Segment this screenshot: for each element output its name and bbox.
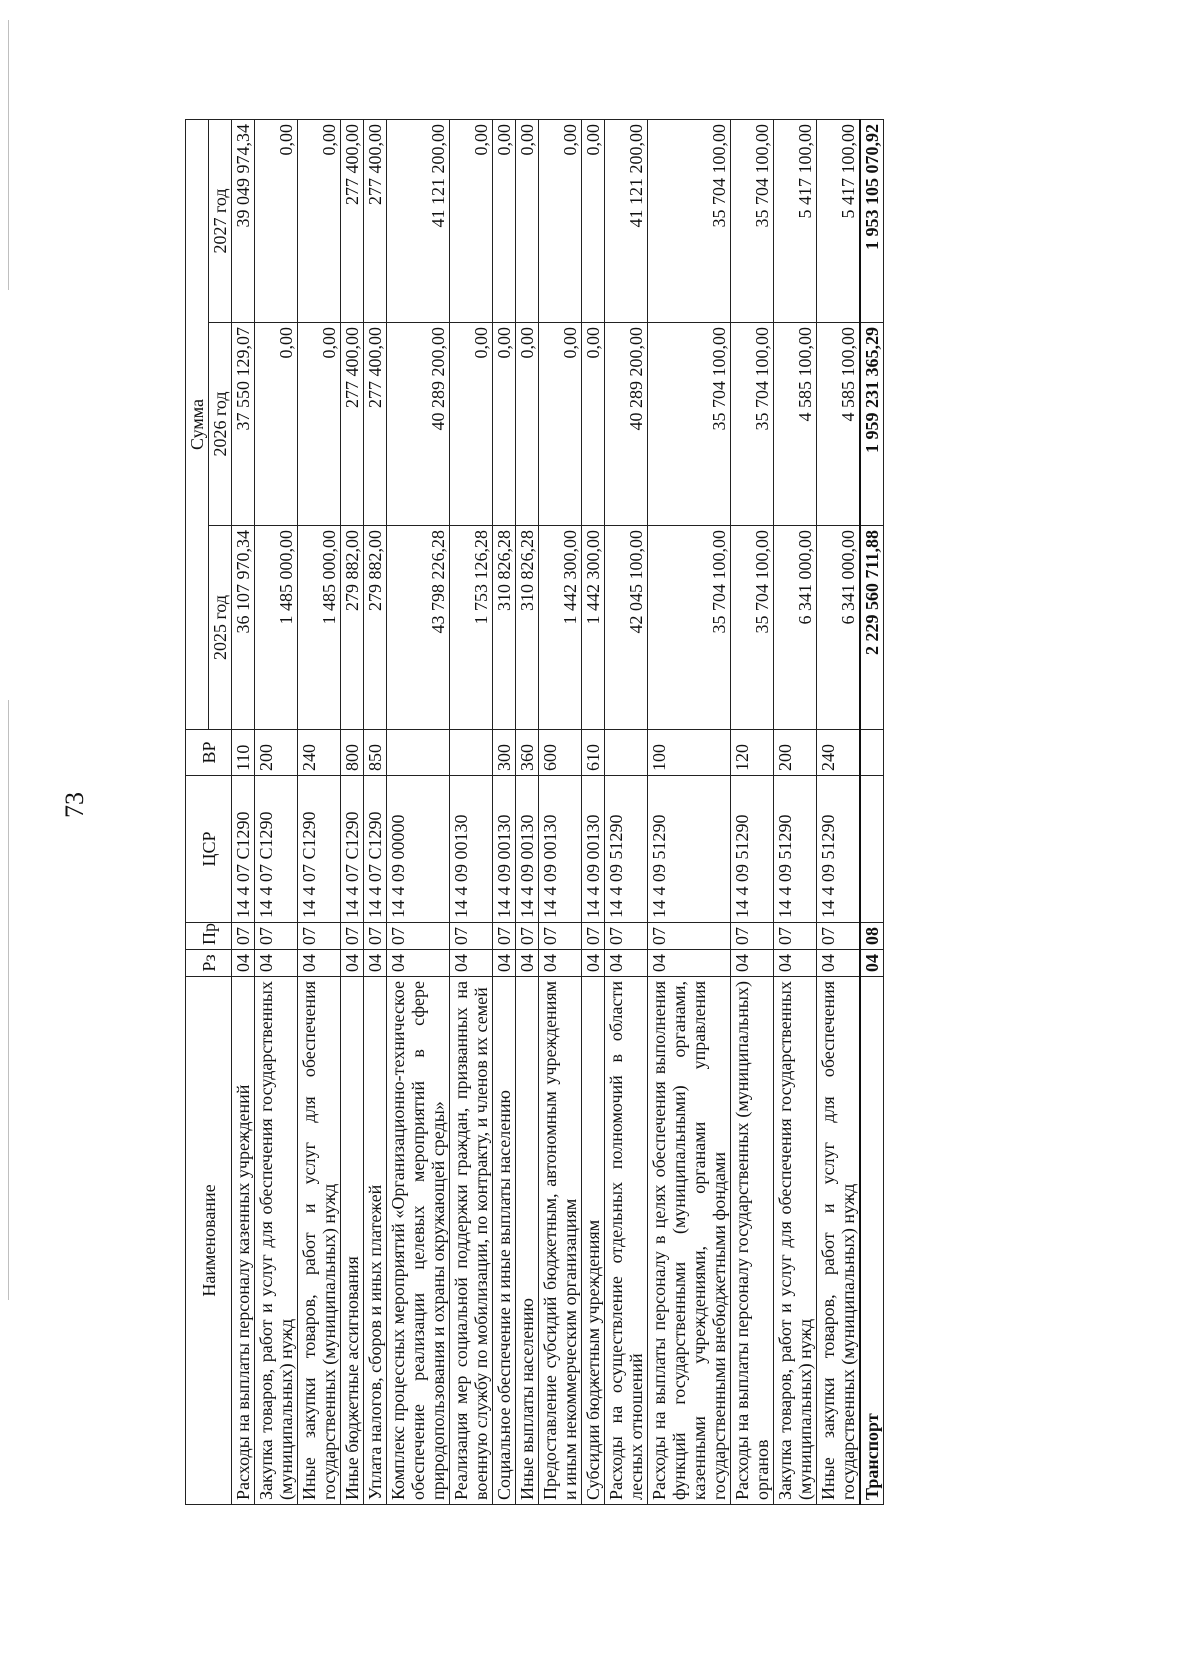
table-row bbox=[516, 119, 539, 1504]
row-2027: 41 121 200,00 bbox=[605, 119, 648, 322]
row-csr: 14 4 09 00000 bbox=[387, 776, 450, 923]
row-2026: 0,00 bbox=[298, 323, 341, 526]
row-csr: 14 4 09 00130 bbox=[516, 776, 539, 923]
row-pr: 07 bbox=[364, 923, 387, 950]
row-2026: 0,00 bbox=[539, 323, 582, 526]
row-2025: 1 485 000,00 bbox=[298, 526, 341, 730]
header-row bbox=[186, 119, 209, 1504]
row-csr: 14 4 07 С1290 bbox=[255, 776, 298, 923]
row-rz: 04 bbox=[648, 950, 731, 977]
row-rz: 04 bbox=[493, 950, 516, 977]
total-2025: 2 229 560 711,88 bbox=[860, 526, 884, 730]
row-vr: 240 bbox=[298, 730, 341, 776]
row-name: Реализация мер социальной поддержки граждан, призванных на военную службу по мобилизации, по контракту, и членов их семей bbox=[450, 977, 493, 1505]
row-name: Иные закупки товаров, работ и услуг для обеспечения государственных (муниципальных) нужд bbox=[298, 977, 341, 1505]
row-2027: 0,00 bbox=[450, 119, 493, 322]
row-2025: 36 107 970,34 bbox=[232, 526, 255, 730]
row-2026: 277 400,00 bbox=[364, 323, 387, 526]
row-2025: 6 341 000,00 bbox=[817, 526, 861, 730]
row-rz: 04 bbox=[582, 950, 605, 977]
table-row bbox=[582, 119, 605, 1504]
row-2026: 0,00 bbox=[255, 323, 298, 526]
row-2025: 35 704 100,00 bbox=[731, 526, 774, 730]
row-vr: 610 bbox=[582, 730, 605, 776]
row-2026: 40 289 200,00 bbox=[387, 323, 450, 526]
table-row bbox=[450, 119, 493, 1504]
header-name: Наименование bbox=[186, 977, 232, 1505]
row-2027: 41 121 200,00 bbox=[387, 119, 450, 322]
row-name: Расходы на выплаты персоналу государственных (муниципальных) органов bbox=[731, 977, 774, 1505]
table-row bbox=[341, 119, 364, 1504]
row-rz: 04 bbox=[364, 950, 387, 977]
row-rz: 04 bbox=[731, 950, 774, 977]
row-2025: 42 045 100,00 bbox=[605, 526, 648, 730]
row-vr: 110 bbox=[232, 730, 255, 776]
scan-edge-line bbox=[8, 20, 9, 290]
row-name: Уплата налогов, сборов и иных платежей bbox=[364, 977, 387, 1505]
row-2026: 40 289 200,00 bbox=[605, 323, 648, 526]
header-csr: ЦСР bbox=[186, 776, 232, 923]
row-pr: 07 bbox=[516, 923, 539, 950]
row-pr: 07 bbox=[387, 923, 450, 950]
row-2025: 310 826,28 bbox=[493, 526, 516, 730]
row-pr: 07 bbox=[582, 923, 605, 950]
row-rz: 04 bbox=[450, 950, 493, 977]
total-rz: 04 bbox=[860, 950, 884, 977]
table-row bbox=[298, 119, 341, 1504]
row-2026: 0,00 bbox=[450, 323, 493, 526]
row-vr bbox=[450, 730, 493, 776]
header-2026: 2026 год bbox=[209, 323, 232, 526]
total-2026: 1 959 231 365,29 bbox=[860, 323, 884, 526]
row-name: Иные выплаты населению bbox=[516, 977, 539, 1505]
row-vr: 300 bbox=[493, 730, 516, 776]
row-2026: 4 585 100,00 bbox=[817, 323, 861, 526]
row-vr: 600 bbox=[539, 730, 582, 776]
table-row bbox=[387, 119, 450, 1504]
total-row bbox=[860, 119, 884, 1504]
total-name: Транспорт bbox=[860, 977, 884, 1505]
total-csr bbox=[860, 776, 884, 923]
row-csr: 14 4 09 00130 bbox=[582, 776, 605, 923]
row-vr: 200 bbox=[774, 730, 817, 776]
row-name: Расходы на осуществление отдельных полномочий в области лесных отношений bbox=[605, 977, 648, 1505]
row-vr: 850 bbox=[364, 730, 387, 776]
page-number: 73 bbox=[60, 792, 89, 818]
row-vr: 360 bbox=[516, 730, 539, 776]
row-vr: 240 bbox=[817, 730, 861, 776]
row-pr: 07 bbox=[450, 923, 493, 950]
row-rz: 04 bbox=[387, 950, 450, 977]
row-2025: 279 882,00 bbox=[364, 526, 387, 730]
row-csr: 14 4 09 51290 bbox=[774, 776, 817, 923]
row-csr: 14 4 09 00130 bbox=[450, 776, 493, 923]
row-name: Субсидии бюджетным учреждениям bbox=[582, 977, 605, 1505]
row-csr: 14 4 09 51290 bbox=[731, 776, 774, 923]
row-2027: 39 049 974,34 bbox=[232, 119, 255, 322]
row-csr: 14 4 07 С1290 bbox=[341, 776, 364, 923]
row-pr: 07 bbox=[605, 923, 648, 950]
row-pr: 07 bbox=[232, 923, 255, 950]
row-csr: 14 4 09 51290 bbox=[817, 776, 861, 923]
row-csr: 14 4 09 00130 bbox=[493, 776, 516, 923]
row-name: Предоставление субсидий бюджетным, автономным учреждениям и иным некоммерческим организациям bbox=[539, 977, 582, 1505]
row-rz: 04 bbox=[341, 950, 364, 977]
row-pr: 07 bbox=[774, 923, 817, 950]
row-2027: 0,00 bbox=[582, 119, 605, 322]
row-csr: 14 4 07 С1290 bbox=[232, 776, 255, 923]
header-2025: 2025 год bbox=[209, 526, 232, 730]
row-rz: 04 bbox=[774, 950, 817, 977]
row-rz: 04 bbox=[539, 950, 582, 977]
row-pr: 07 bbox=[341, 923, 364, 950]
row-rz: 04 bbox=[516, 950, 539, 977]
row-2026: 37 550 129,07 bbox=[232, 323, 255, 526]
table-row bbox=[232, 119, 255, 1504]
row-vr bbox=[387, 730, 450, 776]
row-2025: 1 442 300,00 bbox=[582, 526, 605, 730]
row-2025: 310 826,28 bbox=[516, 526, 539, 730]
row-2027: 5 417 100,00 bbox=[774, 119, 817, 322]
row-2026: 277 400,00 bbox=[341, 323, 364, 526]
header-pr: Пр bbox=[186, 923, 232, 950]
row-name: Закупка товаров, работ и услуг для обеспечения государственных (муниципальных) нужд bbox=[774, 977, 817, 1505]
row-pr: 07 bbox=[298, 923, 341, 950]
row-2025: 279 882,00 bbox=[341, 526, 364, 730]
row-name: Иные закупки товаров, работ и услуг для обеспечения государственных (муниципальных) нужд bbox=[817, 977, 861, 1505]
row-2026: 35 704 100,00 bbox=[731, 323, 774, 526]
row-csr: 14 4 07 С1290 bbox=[364, 776, 387, 923]
total-vr bbox=[860, 730, 884, 776]
row-rz: 04 bbox=[255, 950, 298, 977]
table-row bbox=[493, 119, 516, 1504]
row-2027: 0,00 bbox=[539, 119, 582, 322]
table-row bbox=[539, 119, 582, 1504]
row-2027: 0,00 bbox=[298, 119, 341, 322]
budget-table bbox=[185, 119, 884, 1505]
row-csr: 14 4 09 51290 bbox=[648, 776, 731, 923]
row-csr: 14 4 07 С1290 bbox=[298, 776, 341, 923]
header-vr: ВР bbox=[186, 730, 232, 776]
row-2025: 1 442 300,00 bbox=[539, 526, 582, 730]
header-2027: 2027 год bbox=[209, 119, 232, 322]
table-row bbox=[817, 119, 861, 1504]
row-name: Расходы на выплаты персоналу казенных учреждений bbox=[232, 977, 255, 1505]
table-row bbox=[774, 119, 817, 1504]
row-pr: 07 bbox=[539, 923, 582, 950]
row-name: Расходы на выплаты персоналу в целях обеспечения выполнения функций государственными (муниципальными) органами, казенными учреждениями, органами управления государственными внебюджетными фондами bbox=[648, 977, 731, 1505]
row-2025: 35 704 100,00 bbox=[648, 526, 731, 730]
row-name: Комплекс процессных мероприятий «Организационно-техническое обеспечение реализации целевых мероприятий в сфере природопользования и охраны окружающей среды» bbox=[387, 977, 450, 1505]
row-pr: 07 bbox=[731, 923, 774, 950]
row-2025: 43 798 226,28 bbox=[387, 526, 450, 730]
row-vr: 200 bbox=[255, 730, 298, 776]
row-2027: 277 400,00 bbox=[341, 119, 364, 322]
row-2027: 5 417 100,00 bbox=[817, 119, 861, 322]
row-vr bbox=[605, 730, 648, 776]
row-vr: 100 bbox=[648, 730, 731, 776]
header-sum: Сумма bbox=[186, 119, 209, 729]
row-rz: 04 bbox=[298, 950, 341, 977]
header-rz: Рз bbox=[186, 950, 232, 977]
table-row bbox=[648, 119, 731, 1504]
row-name: Иные бюджетные ассигнования bbox=[341, 977, 364, 1505]
row-2025: 1 753 126,28 bbox=[450, 526, 493, 730]
row-pr: 07 bbox=[493, 923, 516, 950]
row-2027: 0,00 bbox=[516, 119, 539, 322]
budget-table-rotated bbox=[185, 120, 1185, 1505]
table-row bbox=[605, 119, 648, 1504]
row-rz: 04 bbox=[817, 950, 861, 977]
row-2027: 35 704 100,00 bbox=[731, 119, 774, 322]
row-pr: 07 bbox=[648, 923, 731, 950]
row-2026: 0,00 bbox=[582, 323, 605, 526]
row-2027: 0,00 bbox=[255, 119, 298, 322]
table-row bbox=[731, 119, 774, 1504]
row-name: Социальное обеспечение и иные выплаты населению bbox=[493, 977, 516, 1505]
row-vr: 120 bbox=[731, 730, 774, 776]
row-2027: 0,00 bbox=[493, 119, 516, 322]
row-2026: 0,00 bbox=[516, 323, 539, 526]
scan-edge-line bbox=[8, 700, 9, 1300]
total-2027: 1 953 105 070,92 bbox=[860, 119, 884, 322]
row-rz: 04 bbox=[232, 950, 255, 977]
row-csr: 14 4 09 51290 bbox=[605, 776, 648, 923]
row-pr: 07 bbox=[255, 923, 298, 950]
row-2027: 35 704 100,00 bbox=[648, 119, 731, 322]
row-2026: 35 704 100,00 bbox=[648, 323, 731, 526]
row-vr: 800 bbox=[341, 730, 364, 776]
row-pr: 07 bbox=[817, 923, 861, 950]
row-2026: 4 585 100,00 bbox=[774, 323, 817, 526]
row-2027: 277 400,00 bbox=[364, 119, 387, 322]
row-2025: 1 485 000,00 bbox=[255, 526, 298, 730]
row-2026: 0,00 bbox=[493, 323, 516, 526]
row-name: Закупка товаров, работ и услуг для обеспечения государственных (муниципальных) нужд bbox=[255, 977, 298, 1505]
table-row bbox=[364, 119, 387, 1504]
total-pr: 08 bbox=[860, 923, 884, 950]
table-row bbox=[255, 119, 298, 1504]
row-2025: 6 341 000,00 bbox=[774, 526, 817, 730]
row-rz: 04 bbox=[605, 950, 648, 977]
row-csr: 14 4 09 00130 bbox=[539, 776, 582, 923]
